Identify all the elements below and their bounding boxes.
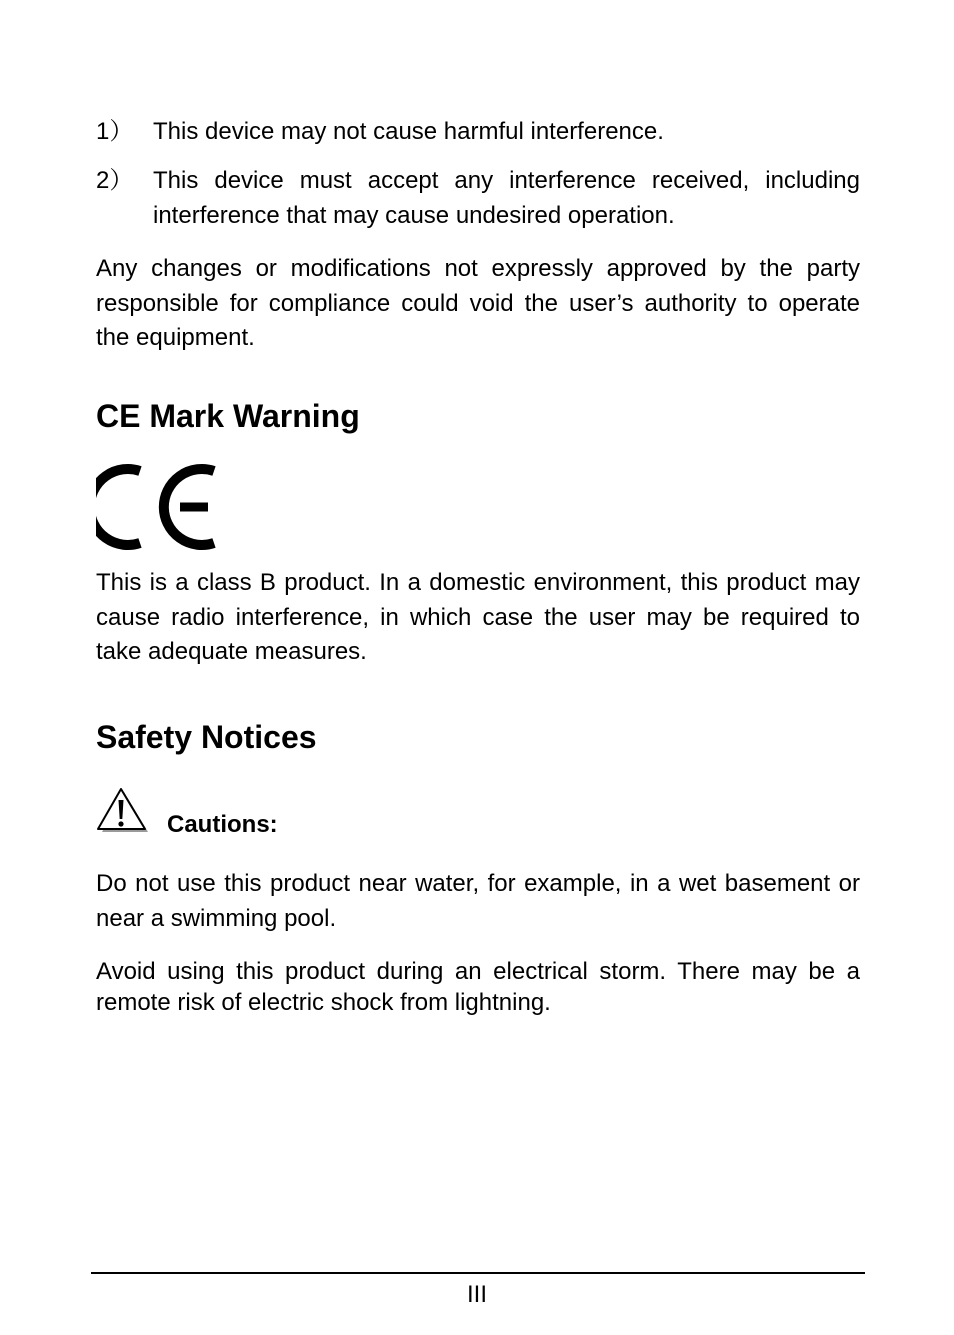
ce-mark-icon xyxy=(96,462,218,552)
page-number: III xyxy=(466,1281,487,1308)
ce-heading: CE Mark Warning xyxy=(96,398,360,434)
ce-paragraph: This is a class B product. In a domestic environment, this product may cause radio interference, in which case the user may be required to take adequate measures. xyxy=(96,569,860,665)
safety-heading: Safety Notices xyxy=(96,719,317,755)
caution-paragraph-storm: Avoid using this product during an electrical storm. There may be a remote risk of electric shock from lightning. xyxy=(96,958,860,1016)
list-text: This device must accept any interference received, including interference that may cause undesired operation. xyxy=(153,167,860,229)
list-number: 2） xyxy=(96,167,134,194)
fcc-changes-paragraph: Any changes or modifications not expressly approved by the party responsible for compliance could void the user’s authority to operate the equipment. xyxy=(96,255,860,351)
warning-triangle-icon xyxy=(96,786,150,836)
caution-paragraph-water: Do not use this product near water, for example, in a wet basement or near a swimming pool. xyxy=(96,870,860,932)
list-number: 1） xyxy=(96,118,134,145)
footer-divider xyxy=(91,1272,865,1274)
cautions-label: Cautions: xyxy=(167,811,278,838)
list-text: This device may not cause harmful interference. xyxy=(153,118,664,145)
